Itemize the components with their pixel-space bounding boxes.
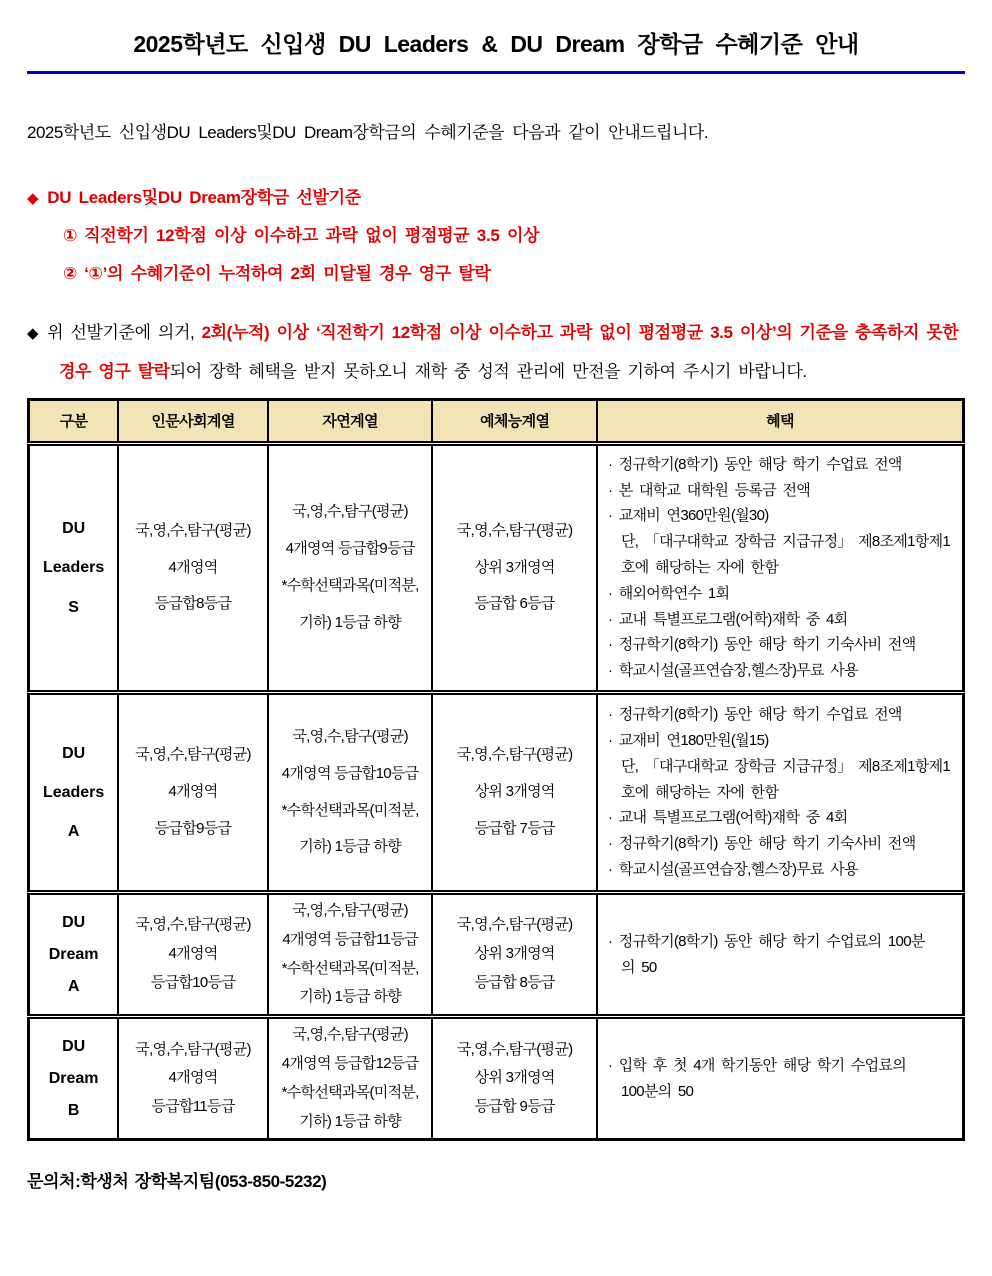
table-row [29,693,964,893]
notice-text-emphasis: 2회(누적) 이상 ‘직전학기 12학점 이상 이수하고 과락 없이 평점평균 3.5 이상’의 기준을 충족하지 못한 경우 영구 탈락 [59,323,959,382]
cell-line: 등급합10등급 [150,974,236,992]
cell-line: DU [62,520,86,538]
criteria-heading: DU Leaders및DU Dream장학금 선발기준 [47,188,361,207]
cell-line: Leaders [42,559,105,577]
humanities-cell [118,893,268,1017]
benefit-line: · 정규학기(8학기) 동안 해당 학기 기숙사비 전액 [607,835,916,853]
benefit-line: · 학교시설(골프연습장,헬스장)무료 사용 [607,662,858,680]
cell-line: 기하) 1등급 하향 [299,838,401,856]
benefit-line-continuation: 단, 「대구대학교 장학금 지급규정」 제8조제1항제1 [620,757,951,775]
benefit-line-continuation: 100분의 50 [620,1082,694,1100]
benefit-line: · 교내 특별프로그램(어학)재학 중 4회 [607,809,848,827]
cell-line: 등급합 8등급 [474,974,555,992]
natural-sciences-cell [268,1017,433,1140]
benefit-line: · 교내 특별프로그램(어학)재학 중 4회 [607,610,848,628]
cell-line: 등급합 7등급 [474,819,555,837]
cell-line: *수학선택과목(미적분, [281,1083,419,1101]
cell-line: 기하) 1등급 하향 [299,988,401,1006]
contact-info: 문의처:학생처 장학복지팀(053-850-5232) [27,1172,327,1192]
cell-line: DU [62,1037,86,1055]
cell-line: 국,영,수,탐구(평균) [135,1040,251,1058]
benefit-line: · 교재비 연180만원(월15) [607,732,769,750]
table-body [29,443,964,1140]
cell-line: 등급합11등급 [151,1098,235,1116]
humanities-cell [118,1017,268,1140]
criteria-item-1 [63,221,965,246]
cell-line: A [67,823,80,841]
benefits-cell [597,443,964,692]
table-header-row [29,399,964,443]
table-row [29,443,964,692]
cell-line: 4개영역 등급합11등급 [282,930,418,948]
page-title: 2025학년도 신입생 DU Leaders & DU Dream 장학금 수혜기준 안내 [133,31,859,57]
arts-sports-cell [432,693,597,893]
column-header: 예체능계열 [432,399,597,443]
cell-line: 기하) 1등급 하향 [299,1112,401,1130]
cell-line: DU [62,744,86,762]
benefit-line-continuation: 의 50 [620,958,657,976]
benefit-line-continuation: 호에 해당하는 자에 한함 [620,783,779,801]
intro-paragraph: 2025학년도 신입생DU Leaders및DU Dream장학금의 수혜기준을 다음과 같이 안내드립니다. [27,123,709,142]
cell-line: 국,영,수,탐구(평균) [456,1040,573,1058]
benefit-line-continuation: 단, 「대구대학교 장학금 지급규정」 제8조제1항제1 [620,533,951,551]
grade-cell [29,693,119,893]
cell-line: DU [62,913,86,931]
arts-sports-cell [432,1017,597,1140]
cell-line: Dream [48,945,99,963]
grade-cell [29,443,119,692]
title-underline-rule [27,71,965,74]
cell-line: 국,영,수,탐구(평균) [456,916,573,934]
arts-sports-cell [432,893,597,1017]
column-header: 혜택 [597,399,964,443]
cell-line: 4개영역 [168,1069,218,1087]
benefit-line: · 해외어학연수 1회 [607,584,730,602]
circled-number-icon: ② [63,264,78,283]
criteria-item-2 [63,259,965,284]
cell-line: 상위 3개영역 [474,558,555,576]
cell-line: 국,영,수,탐구(평균) [135,916,251,934]
notice-text-before: 위 선발기준에 의거, [47,323,202,342]
cell-line: 기하) 1등급 하향 [299,613,401,631]
title-block [27,26,965,74]
cell-line: 상위 3개영역 [474,1069,555,1087]
table-row [29,1017,964,1140]
criteria-item-2-text: ‘①’의 수혜기준이 누적하여 2회 미달될 경우 영구 탈락 [84,264,491,283]
natural-sciences-cell [268,893,433,1017]
benefit-line-continuation: 호에 해당하는 자에 한함 [620,559,779,577]
column-header: 구분 [29,399,119,443]
cell-line: 상위 3개영역 [474,945,555,963]
benefit-line: · 입학 후 첫 4개 학기동안 해당 학기 수업료의 [607,1057,907,1075]
benefit-line: · 정규학기(8학기) 동안 해당 학기 수업료 전액 [607,455,902,473]
cell-line: 국,영,수,탐구(평균) [292,1026,408,1044]
benefit-line: · 본 대학교 대학원 등록금 전액 [607,481,811,499]
cell-line: 국,영,수,탐구(평균) [456,521,573,539]
cell-line: 등급합9등급 [154,819,232,837]
humanities-cell [118,443,268,692]
natural-sciences-cell [268,443,433,692]
criteria-item-1-text: 직전학기 12학점 이상 이수하고 과락 없이 평점평균 3.5 이상 [84,226,540,245]
cell-line: 국,영,수,탐구(평균) [135,521,251,539]
column-header: 인문사회계열 [118,399,268,443]
cell-line: 등급합 9등급 [474,1098,555,1116]
notice-text-after: 되어 장학 혜택을 받지 못하오니 재학 중 성적 관리에 만전을 기하여 주시기 바랍니다. [169,362,807,382]
cell-line: B [67,1101,80,1119]
cell-line: 4개영역 [168,945,218,963]
natural-sciences-cell [268,693,433,893]
grade-cell [29,1017,119,1140]
cell-line: 4개영역 등급합12등급 [281,1055,419,1073]
cell-line: 국,영,수,탐구(평균) [292,902,408,920]
benefit-line: · 학교시설(골프연습장,헬스장)무료 사용 [607,861,858,879]
cell-line: 국,영,수,탐구(평균) [292,728,408,746]
cell-line: 등급합 6등급 [474,595,555,613]
cell-line: A [67,977,80,995]
cell-line: *수학선택과목(미적분, [281,959,419,977]
benefits-cell [597,893,964,1017]
cell-line: 4개영역 [168,783,218,801]
cell-line: 4개영역 등급합9등급 [285,540,415,558]
criteria-heading-row [27,183,965,208]
diamond-bullet-icon: ◆ [27,325,39,342]
benefit-line: · 정규학기(8학기) 동안 해당 학기 기숙사비 전액 [607,636,916,654]
grade-cell [29,893,119,1017]
selection-criteria-section [27,183,965,284]
benefits-cell [597,1017,964,1140]
circled-number-icon: ① [63,226,78,245]
cell-line: *수학선택과목(미적분, [281,576,419,594]
benefit-line: · 정규학기(8학기) 동안 해당 학기 수업료의 100분 [607,932,925,950]
column-header: 자연계열 [268,399,433,443]
scholarship-criteria-table [27,398,965,1142]
cell-line: 국,영,수,탐구(평균) [135,746,251,764]
benefits-cell [597,693,964,893]
cell-line: 상위 3개영역 [474,783,555,801]
table-row [29,893,964,1017]
cell-line: S [68,598,79,616]
benefit-line: · 정규학기(8학기) 동안 해당 학기 수업료 전액 [607,706,902,724]
cell-line: 국,영,수,탐구(평균) [456,746,573,764]
cell-line: 4개영역 등급합10등급 [281,764,419,782]
benefit-line: · 교재비 연360만원(월30) [607,507,769,525]
cell-line: 등급합8등급 [154,595,232,613]
arts-sports-cell [432,443,597,692]
notice-paragraph [27,313,965,392]
cell-line: Leaders [42,783,105,801]
cell-line: Dream [48,1069,99,1087]
diamond-bullet-icon: ◆ [27,190,39,207]
humanities-cell [118,693,268,893]
cell-line: *수학선택과목(미적분, [281,801,419,819]
cell-line: 4개영역 [168,558,218,576]
cell-line: 국,영,수,탐구(평균) [292,503,408,521]
